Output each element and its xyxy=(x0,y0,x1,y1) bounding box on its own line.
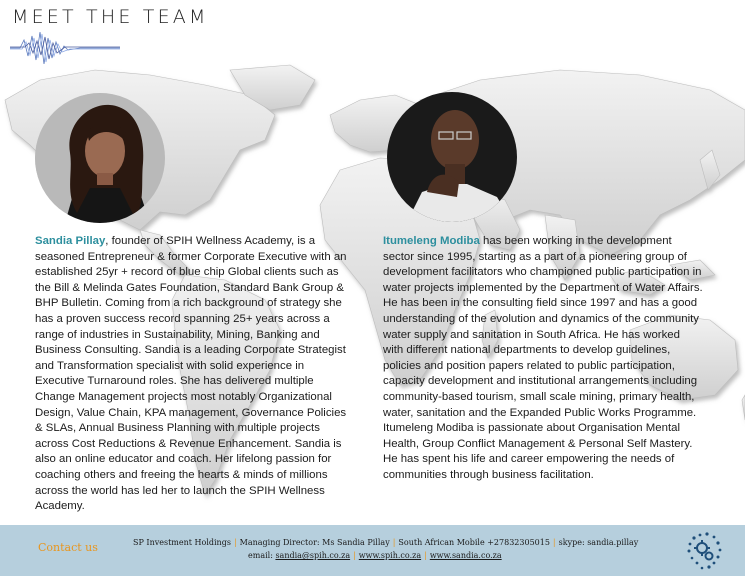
separator: | xyxy=(233,538,237,547)
itumeleng-modiba-name: Itumeleng Modiba xyxy=(383,235,480,247)
sandia-pillay-photo xyxy=(35,93,165,223)
itumeleng-modiba-bio xyxy=(383,234,703,484)
mobile-number: South African Mobile +27832305015 xyxy=(398,538,550,547)
sandia-pillay-bio xyxy=(35,234,353,515)
sandia-website-link[interactable]: www.sandia.co.za xyxy=(429,551,502,560)
separator: | xyxy=(552,538,556,547)
itumeleng-modiba-bio-text: has been working in the development sector since 1995, starting as a part of a pioneering group of development facilitators who championed public participation in water projects implemented by the Department of Water Affairs. He has been in the consulting field since 1997 and has a good understanding of the evolution and dynamics of the community water supply and sanitation in South Africa. He has worked with different national departments to develop guidelines, policies and position papers related to public participation, capacity development and institutional arrangements including community-based tourism, small scale mining, primary health, water, sanitation and the Expanded Public Works Programme. Itumeleng Modiba is passionate about Organisation Mental Health, Group Conflict Management & Personal Self Mastery. He has spent his life and career empowering the needs of communities through business facilitation. xyxy=(383,235,703,481)
separator: | xyxy=(353,551,356,560)
email-link[interactable]: sandia@spih.co.za xyxy=(275,551,351,560)
skype-handle: skype: sandia.pillay xyxy=(558,538,639,547)
sandia-pillay-bio-text: , founder of SPIH Wellness Academy, is a seasoned Entrepreneur & former Corporate Executive with an established 25yr + record of blue chip Global clients such as the Bill & Melinda Gates Foundation, Standard Bank Group & BHP Bulletin. Coming from a rich background of strategy she has a proven success record spanning 25+ years across a range of industries in Sustainability, Mining, Banking and Business Consulting. Sandia is a leading Corporate Strategist and Transformation specialist with solid experience in Executive Turnaround roles. She has delivered multiple Change Management projects most notably Organizational Design, Value Chain, KPA management, Governance Policies & SLAs, Annual Business Planning with multiple projects across Cost Reductions & Revenue Enhancement. Sandia is also an online educator and coach. Her lifelong passion for coaching others and freeing the hearts & minds of millions across the world has led her to launch the SPIH Wellness Academy. xyxy=(35,235,347,513)
footer xyxy=(0,525,745,576)
email-label: email: xyxy=(248,551,276,560)
page-title: MEET THE TEAM xyxy=(12,6,209,28)
footer-contact-details xyxy=(133,538,638,547)
separator: | xyxy=(424,551,427,560)
sound-wave-icon xyxy=(10,28,120,68)
spih-website-link[interactable]: www.spih.co.za xyxy=(358,551,422,560)
separator: | xyxy=(392,538,396,547)
contact-us-link[interactable]: Contact us xyxy=(38,541,98,554)
head-gears-icon xyxy=(684,530,726,572)
managing-director: Managing Director: Ms Sandia Pillay xyxy=(239,538,390,547)
itumeleng-modiba-photo xyxy=(387,92,517,222)
footer-links xyxy=(248,551,502,560)
company-name: SP Investment Holdings xyxy=(133,538,231,547)
sandia-pillay-name: Sandia Pillay xyxy=(35,235,106,247)
